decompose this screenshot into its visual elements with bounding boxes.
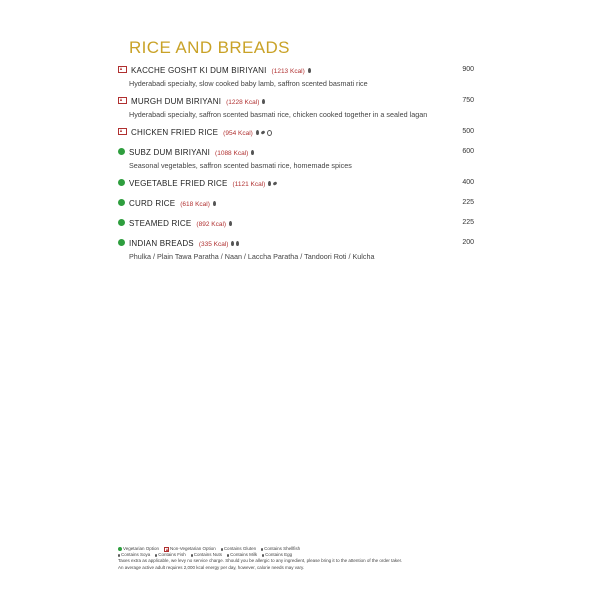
- item-description: Hyderabadi specialty, slow cooked baby lamb, saffron scented basmati rice: [129, 79, 368, 88]
- item-description: Hyderabadi specialty, saffron scented basmati rice, chicken cooked together in a sealed lagan: [129, 110, 428, 119]
- legend-veg: Vegetarian Option: [118, 546, 159, 552]
- veg-icon: [118, 547, 122, 551]
- tax-note: Taxes extra as applicable, we levy no service charge. Should you be allergic to any ingredient, please bring it to the attention of the order taker.: [118, 558, 403, 564]
- nut-icon: [260, 130, 265, 135]
- menu-item-row: [118, 148, 474, 160]
- item-name: CHICKEN FRIED RICE: [131, 128, 219, 137]
- item-kcal: (1088 Kcal): [215, 150, 249, 157]
- legend: [118, 546, 478, 571]
- menu-list: [118, 66, 474, 270]
- legend-fish: Contains Fish: [155, 552, 186, 558]
- menu-item: [118, 97, 474, 120]
- veg-icon: [118, 239, 125, 246]
- item-price: 600: [462, 148, 474, 155]
- dairy-icon: [308, 68, 311, 73]
- soya-icon: [118, 554, 120, 557]
- allergen-icons: [251, 150, 254, 155]
- dairy-icon: [251, 150, 254, 155]
- nut-icon: [191, 554, 193, 557]
- item-name: SUBZ DUM BIRIYANI: [129, 148, 211, 157]
- item-name: CURD RICE: [129, 199, 176, 208]
- legend-gluten: Contains Gluten: [221, 546, 256, 552]
- legend-nuts: Contains Nuts: [191, 552, 222, 558]
- allergen-icons: [268, 181, 277, 186]
- menu-item: [118, 199, 474, 211]
- veg-icon: [118, 199, 125, 206]
- nonveg-icon: [118, 128, 127, 135]
- item-name: MURGH DUM BIRIYANI: [131, 97, 222, 106]
- menu-item-row: [118, 97, 474, 109]
- menu-item-row: [118, 128, 474, 140]
- veg-icon: [118, 148, 125, 155]
- nonveg-icon: [164, 547, 169, 552]
- nut-icon: [273, 181, 278, 186]
- allergen-icons: [308, 68, 311, 73]
- allergen-icons: [213, 201, 216, 206]
- menu-item-row: [118, 219, 474, 231]
- dairy-icon: [231, 241, 234, 246]
- veg-icon: [118, 179, 125, 186]
- dairy-icon: [236, 241, 239, 246]
- menu-item: [118, 128, 474, 140]
- legend-shellfish: Contains Shellfish: [261, 546, 300, 552]
- dairy-icon: [268, 181, 271, 186]
- item-name: STEAMED RICE: [129, 219, 192, 228]
- egg-icon: [267, 130, 272, 136]
- legend-milk: Contains Milk: [227, 552, 257, 558]
- menu-item: [118, 148, 474, 171]
- legend-nonveg: Non-Vegetarian Option: [164, 546, 216, 552]
- milk-icon: [227, 554, 229, 557]
- item-price: 750: [462, 97, 474, 104]
- item-kcal: (335 Kcal): [198, 241, 229, 248]
- menu-item: [118, 239, 474, 262]
- item-kcal: (1121 Kcal): [232, 181, 266, 188]
- item-price: 900: [462, 66, 474, 73]
- item-kcal: (892 Kcal): [196, 221, 227, 228]
- nonveg-icon: [118, 97, 127, 104]
- dairy-icon: [256, 130, 259, 135]
- item-description: Phulka / Plain Tawa Paratha / Naan / Laccha Paratha / Tandoori Roti / Kulcha: [129, 252, 375, 261]
- item-price: 400: [462, 179, 474, 186]
- menu-item: [118, 66, 474, 89]
- menu-item: [118, 179, 474, 191]
- shellfish-icon: [261, 548, 263, 551]
- item-kcal: (1213 Kcal): [271, 68, 305, 75]
- legend-egg: Contains Egg: [262, 552, 292, 558]
- section-title: RICE AND BREADS: [129, 38, 290, 57]
- legend-soya: Contains Soya: [118, 552, 150, 558]
- item-kcal: (1228 Kcal): [226, 99, 260, 106]
- item-price: 225: [462, 199, 474, 206]
- fish-icon: [155, 554, 157, 557]
- calorie-note: An average active adult requires 2,000 kcal energy per day, however, calorie needs may vary.: [118, 564, 305, 570]
- allergen-icons: [256, 130, 272, 136]
- item-description: Seasonal vegetables, saffron scented basmati rice, homemade spices: [129, 161, 352, 170]
- dairy-icon: [213, 201, 216, 206]
- nonveg-icon: [118, 66, 127, 73]
- menu-item-row: [118, 179, 474, 191]
- dairy-icon: [229, 221, 232, 226]
- allergen-icons: [231, 241, 239, 246]
- menu-item: [118, 219, 474, 231]
- menu-item-row: [118, 199, 474, 211]
- allergen-icons: [229, 221, 232, 226]
- item-kcal: (954 Kcal): [223, 130, 253, 137]
- gluten-icon: [221, 548, 223, 551]
- item-kcal: (618 Kcal): [180, 201, 210, 208]
- item-price: 200: [462, 239, 474, 246]
- item-price: 500: [462, 128, 474, 135]
- item-price: 225: [462, 219, 474, 226]
- allergen-icons: [262, 99, 265, 104]
- item-name: KACCHE GOSHT KI DUM BIRIYANI: [131, 66, 267, 75]
- menu-item-row: [118, 239, 474, 251]
- menu-item-row: [118, 66, 474, 78]
- dairy-icon: [262, 99, 265, 104]
- item-name: INDIAN BREADS: [129, 239, 194, 248]
- veg-icon: [118, 219, 125, 226]
- item-name: VEGETABLE FRIED RICE: [129, 179, 228, 188]
- egg-icon: [262, 554, 264, 557]
